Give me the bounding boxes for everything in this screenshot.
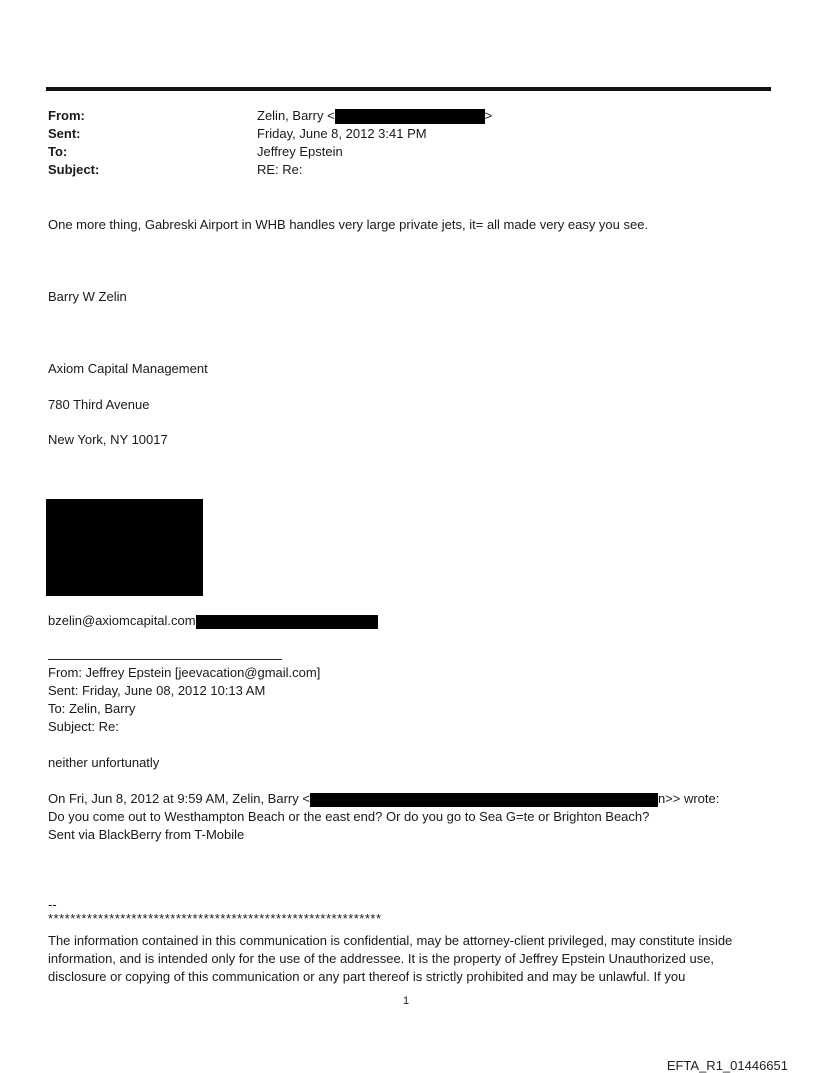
message-body: One more thing, Gabreski Airport in WHB handles very large private jets, it= all made very easy you see. [48, 217, 649, 232]
quoted-from: From: Jeffrey Epstein [jeevacation@gmail.com] [48, 665, 321, 680]
sent-value: Friday, June 8, 2012 3:41 PM [257, 126, 427, 141]
redaction-from-email [335, 109, 485, 124]
subject-label: Subject: [48, 162, 100, 177]
quoted-sent: Sent: Friday, June 08, 2012 10:13 AM [48, 683, 266, 698]
footer-disclaimer: The information contained in this communication is confidential, may be attorney-client privileged, may constitute inside information, and is intended only for the use of the addressee. It is the property of Jeffrey Epstein Unauthorized use, disclosure or copying of this communication or any part thereof is strictly prohibited and may be unlawful. If you [48, 933, 733, 984]
subject-value: RE: Re: [257, 162, 303, 177]
to-value: Jeffrey Epstein [257, 144, 343, 159]
signature-email-line [48, 612, 378, 630]
from-label: From: [48, 108, 85, 123]
quote-separator [48, 659, 282, 660]
quoted-sent-via: Sent via BlackBerry from T-Mobile [48, 827, 245, 842]
sent-label: Sent: [48, 126, 81, 141]
quoted-on-line [48, 790, 719, 808]
redaction-email [196, 615, 378, 629]
quoted-on-prefix: On Fri, Jun 8, 2012 at 9:59 AM, Zelin, Barry < [48, 791, 310, 806]
redaction-block-phone [46, 499, 203, 596]
from-name: Zelin, Barry < [257, 108, 335, 123]
footer-stars: ************************************************************ [48, 911, 382, 926]
from-value [257, 107, 492, 125]
document-id: EFTA_R1_01446651 [666, 1058, 788, 1073]
from-close: > [484, 108, 493, 123]
signature-company: Axiom Capital Management [48, 361, 208, 376]
quoted-to: To: Zelin, Barry [48, 701, 136, 716]
signature-name: Barry W Zelin [48, 289, 127, 304]
footer-dashes: -- [48, 897, 57, 912]
redaction-quoted-email [310, 793, 658, 807]
quoted-question: Do you come out to Westhampton Beach or the east end? Or do you go to Sea G=te or Brighton Beach? [48, 809, 650, 824]
to-label: To: [48, 144, 68, 159]
signature-address-line2: New York, NY 10017 [48, 432, 168, 447]
quoted-subject: Subject: Re: [48, 719, 119, 734]
page-number: 1 [403, 995, 410, 1007]
quoted-on-suffix: n>> wrote: [657, 791, 720, 806]
header-rule [46, 87, 771, 91]
signature-email: bzelin@axiomcapital.com [48, 613, 196, 628]
quoted-reply: neither unfortunatly [48, 755, 160, 770]
signature-address-line1: 780 Third Avenue [48, 397, 150, 412]
